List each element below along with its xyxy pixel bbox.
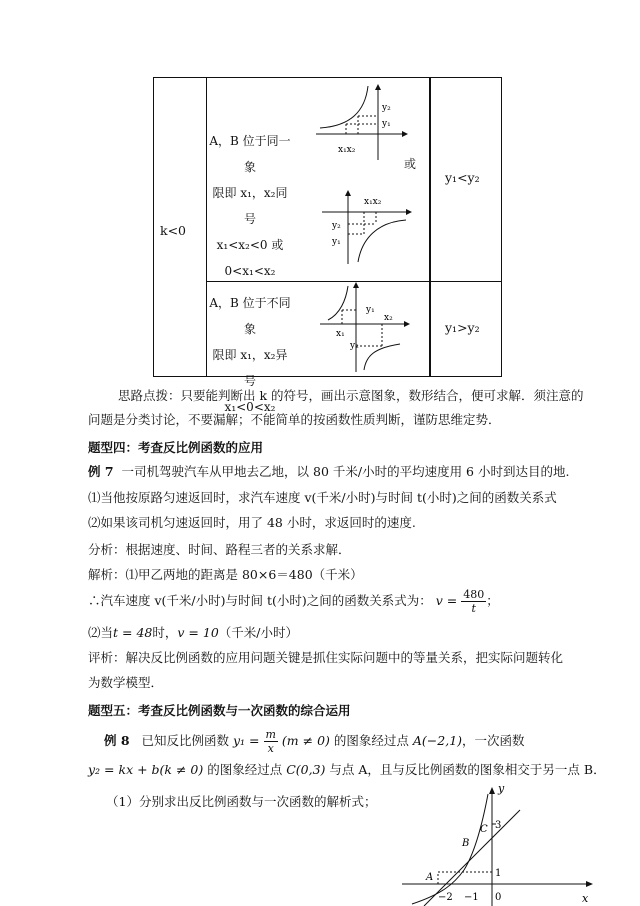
graph-label-3: 3 bbox=[495, 820, 502, 831]
solution-3: ⑵当t = 48时，v = 10（千米/小时） bbox=[88, 625, 298, 640]
hint-line-2: 问题是分类讨论，不要漏解；不能简单的按函数性质判断，谨防思维定势． bbox=[88, 412, 501, 427]
fig3-y1: y₁ bbox=[366, 305, 375, 315]
row2-condition: A，B 位于不同象 限即 x₁，x₂异号 x₁<0<x₂ bbox=[209, 296, 291, 414]
fig3-x2: x₂ bbox=[384, 313, 393, 323]
fig2-y2: y₂ bbox=[332, 221, 341, 231]
comment-line-1: 评析：解决反比例函数的应用问题关键是抓住实际问题中的等量关系，把实际问题转化 bbox=[88, 650, 564, 665]
graph-y-label: y bbox=[498, 782, 505, 795]
row1-condition: A，B 位于同一象 限即 x₁，x₂同号 x₁<x₂<0 或 0<x₁<x₂ bbox=[209, 134, 291, 278]
example-7: 例 7 一司机驾驶汽车从甲地去乙地，以 80 千米/小时的平均速度用 6 小时到达目的地. bbox=[88, 464, 570, 479]
fig2-y1: y₁ bbox=[332, 237, 341, 247]
fig1-x: x₁x₂ bbox=[338, 145, 356, 155]
fig1-y1: y₁ bbox=[382, 119, 391, 129]
hint-line-1: 思路点拨：只要能判断出 k 的符号，画出示意图象，数形结合，便可求解．须注意的 bbox=[118, 388, 584, 403]
example-8-line-1: 例 8 已知反比例函数 y₁ = $\frac{m}{x}$ (m ≠ 0) 的图象经过点 A(−2,1)，一次函数 bbox=[104, 728, 525, 755]
fig3-y2: y₂ bbox=[350, 341, 359, 351]
graph-point-a: A bbox=[426, 872, 434, 883]
or-label: 或 bbox=[404, 157, 417, 171]
question-2: ⑵如果该司机匀速返回时，用了 48 小时，求返回时的速度. bbox=[88, 515, 416, 530]
graph-point-b: B bbox=[462, 838, 470, 849]
function-graph bbox=[392, 780, 602, 906]
graph-label-minus-1: −1 bbox=[464, 892, 479, 903]
k-negative-label: k<0 bbox=[160, 223, 187, 238]
graph-label-minus-2: −2 bbox=[438, 892, 453, 903]
row1-result: y₁<y₂ bbox=[445, 170, 480, 185]
section-heading-4: 题型四：考查反比例函数的应用 bbox=[88, 440, 264, 455]
graph-x-label: x bbox=[582, 892, 589, 905]
example-8-line-2: y₂ = kx + b(k ≠ 0) 的图象经过点 C(0,3) 与点 A，且与反比例函数的图象相交于另一点 B． bbox=[88, 762, 606, 777]
question-1: ⑴当他按原路匀速返回时，求汽车速度 v(千米/小时)与时间 t(小时)之间的函数关系式 bbox=[88, 490, 557, 505]
comment-line-2: 为数学模型． bbox=[88, 675, 164, 690]
figure-same-quadrant-left bbox=[310, 82, 410, 162]
solution-2: ∴汽车速度 v(千米/小时)与时间 t(小时)之间的函数关系式为： v = $\frac{480}{t}$ ； bbox=[88, 588, 499, 615]
section-heading-5: 题型五：考查反比例函数与一次函数的综合运用 bbox=[88, 703, 351, 718]
fig3-x1: x₁ bbox=[336, 329, 345, 339]
analysis: 分析：根据速度、时间、路程三者的关系求解． bbox=[88, 542, 351, 557]
graph-label-1: 1 bbox=[495, 868, 502, 879]
row2-result: y₁>y₂ bbox=[445, 320, 480, 335]
graph-label-0: 0 bbox=[495, 892, 502, 903]
figure-same-quadrant-right bbox=[318, 188, 418, 268]
example-8-question-1: （1）分别求出反比例函数与一次函数的解析式； bbox=[106, 794, 377, 809]
fig1-y2: y₂ bbox=[382, 103, 391, 113]
table-divider bbox=[430, 78, 431, 376]
fig2-x: x₁x₂ bbox=[364, 197, 382, 207]
solution-1: 解析：⑴甲乙两地的距离是 80×6＝480（千米） bbox=[88, 567, 363, 582]
figure-different-quadrants bbox=[316, 280, 416, 374]
fraction-m-over-x: $\frac{m}{x}$ bbox=[265, 728, 276, 755]
graph-point-c: C bbox=[480, 824, 488, 835]
fraction-480-over-t: $\frac{480}{t}$ bbox=[463, 588, 485, 615]
